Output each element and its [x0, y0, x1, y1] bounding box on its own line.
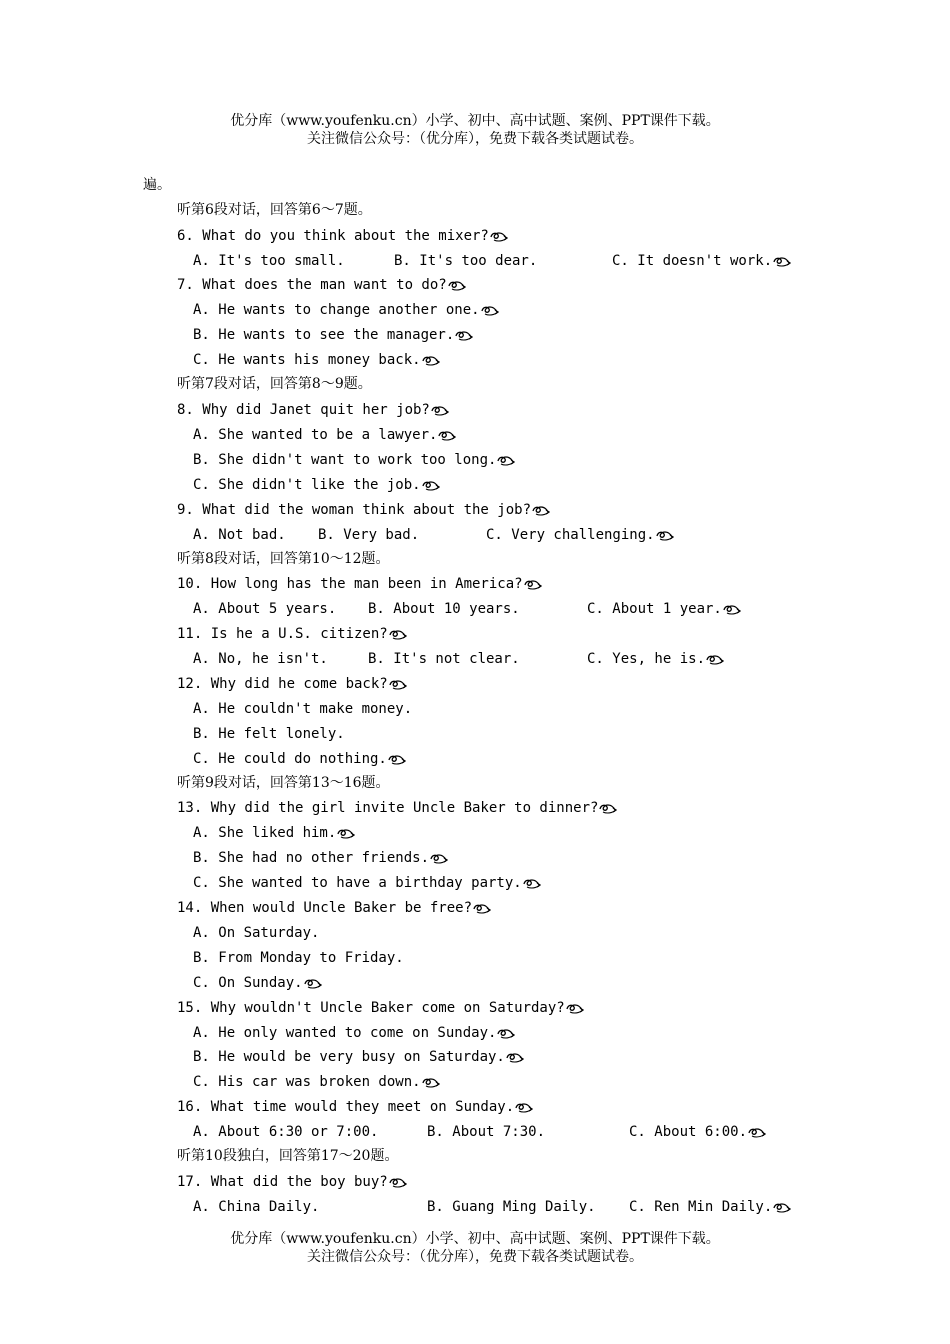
- cursive-return-mark-icon: [431, 405, 449, 416]
- cursive-return-mark-icon: [706, 654, 724, 665]
- question-17: 17. What did the boy buy?: [177, 1173, 407, 1191]
- cursive-return-mark-icon: [337, 828, 355, 839]
- section-heading-6: 听第6段对话，回答第6～7题。: [177, 202, 372, 218]
- cursive-return-mark-icon: [455, 330, 473, 341]
- option-9a: A. Not bad.: [193, 527, 286, 543]
- question-14: 14. When would Uncle Baker be free?: [177, 899, 491, 917]
- cursive-return-mark-icon: [515, 1102, 533, 1113]
- option-9c: C. Very challenging.: [486, 526, 674, 544]
- option-13a: A. She liked him.: [193, 824, 355, 842]
- cursive-return-mark-icon: [497, 1028, 515, 1039]
- cursive-return-mark-icon: [473, 903, 491, 914]
- option-16b: B. About 7:30.: [427, 1124, 546, 1140]
- question-7: 7. What does the man want to do?: [177, 276, 466, 294]
- cursive-return-mark-icon: [389, 1177, 407, 1188]
- question-15: 15. Why wouldn't Uncle Baker come on Saturday?: [177, 999, 584, 1017]
- option-11a: A. No, he isn't.: [193, 651, 328, 667]
- option-16a: A. About 6:30 or 7:00.: [193, 1124, 379, 1140]
- cursive-return-mark-icon: [422, 1077, 440, 1088]
- cursive-return-mark-icon: [389, 679, 407, 690]
- page-header-line-2: 关注微信公众号：（优分库），免费下载各类试题试卷。: [307, 131, 643, 147]
- cursive-return-mark-icon: [497, 455, 515, 466]
- option-15c: C. His car was broken down.: [193, 1073, 440, 1091]
- option-14b: B. From Monday to Friday.: [193, 950, 404, 966]
- cursive-return-mark-icon: [481, 305, 499, 316]
- option-15b: B. He would be very busy on Saturday.: [193, 1048, 524, 1066]
- cursive-return-mark-icon: [773, 1202, 791, 1213]
- option-17b: B. Guang Ming Daily.: [427, 1199, 596, 1215]
- cursive-return-mark-icon: [523, 878, 541, 889]
- option-8a: A. She wanted to be a lawyer.: [193, 426, 456, 444]
- cursive-return-mark-icon: [532, 505, 550, 516]
- question-13: 13. Why did the girl invite Uncle Baker to dinner?: [177, 799, 617, 817]
- option-17a: A. China Daily.: [193, 1199, 320, 1215]
- question-12: 12. Why did he come back?: [177, 675, 407, 693]
- option-9b: B. Very bad.: [318, 527, 420, 543]
- cursive-return-mark-icon: [422, 480, 440, 491]
- cursive-return-mark-icon: [304, 978, 322, 989]
- option-10c: C. About 1 year.: [587, 600, 741, 618]
- section-heading-8: 听第8段对话，回答第10～12题。: [177, 551, 390, 567]
- option-12c: C. He could do nothing.: [193, 750, 406, 768]
- option-7b: B. He wants to see the manager.: [193, 326, 473, 344]
- cursive-return-mark-icon: [506, 1052, 524, 1063]
- option-8b: B. She didn't want to work too long.: [193, 451, 515, 469]
- page-footer-line-2: 关注微信公众号：（优分库），免费下载各类试题试卷。: [307, 1249, 643, 1265]
- option-11b: B. It's not clear.: [368, 651, 520, 667]
- cursive-return-mark-icon: [388, 754, 406, 765]
- option-10b: B. About 10 years.: [368, 601, 520, 617]
- option-6b: B. It's too dear.: [394, 253, 538, 269]
- page-header-line-1: 优分库（www.youfenku.cn）小学、初中、高中试题、案例、PPT课件下载。: [230, 113, 720, 129]
- cursive-return-mark-icon: [566, 1003, 584, 1014]
- option-7c: C. He wants his money back.: [193, 351, 440, 369]
- question-16: 16. What time would they meet on Sunday.: [177, 1098, 533, 1116]
- option-8c: C. She didn't like the job.: [193, 476, 440, 494]
- cursive-return-mark-icon: [656, 530, 674, 541]
- section-heading-10: 听第10段独白，回答第17～20题。: [177, 1148, 399, 1164]
- cursive-return-mark-icon: [430, 853, 448, 864]
- cursive-return-mark-icon: [448, 280, 466, 291]
- option-11c: C. Yes, he is.: [587, 650, 724, 668]
- option-12a: A. He couldn't make money.: [193, 701, 413, 717]
- question-6: 6. What do you think about the mixer?: [177, 227, 508, 245]
- option-15a: A. He only wanted to come on Sunday.: [193, 1024, 515, 1042]
- option-14c: C. On Sunday.: [193, 974, 322, 992]
- question-11: 11. Is he a U.S. citizen?: [177, 625, 407, 643]
- question-10: 10. How long has the man been in America?: [177, 575, 542, 593]
- cursive-return-mark-icon: [389, 629, 407, 640]
- question-9: 9. What did the woman think about the job?: [177, 501, 550, 519]
- option-6c: C. It doesn't work.: [612, 252, 791, 270]
- option-17c: C. Ren Min Daily.: [629, 1198, 791, 1216]
- option-16c: C. About 6:00.: [629, 1123, 766, 1141]
- cursive-return-mark-icon: [723, 604, 741, 615]
- question-8: 8. Why did Janet quit her job?: [177, 401, 449, 419]
- option-10a: A. About 5 years.: [193, 601, 337, 617]
- section-heading-9: 听第9段对话，回答第13～16题。: [177, 775, 390, 791]
- cursive-return-mark-icon: [773, 256, 791, 267]
- option-14a: A. On Saturday.: [193, 925, 320, 941]
- cursive-return-mark-icon: [490, 231, 508, 242]
- cursive-return-mark-icon: [524, 579, 542, 590]
- option-12b: B. He felt lonely.: [193, 726, 345, 742]
- cursive-return-mark-icon: [438, 430, 456, 441]
- page-footer-line-1: 优分库（www.youfenku.cn）小学、初中、高中试题、案例、PPT课件下载。: [230, 1231, 720, 1247]
- cursive-return-mark-icon: [422, 355, 440, 366]
- cursive-return-mark-icon: [599, 803, 617, 814]
- option-13c: C. She wanted to have a birthday party.: [193, 874, 541, 892]
- option-7a: A. He wants to change another one.: [193, 301, 499, 319]
- section-heading-7: 听第7段对话，回答第8～9题。: [177, 376, 372, 392]
- cursive-return-mark-icon: [748, 1127, 766, 1138]
- continuation-text: 遍。: [143, 177, 171, 193]
- option-13b: B. She had no other friends.: [193, 849, 448, 867]
- option-6a: A. It's too small.: [193, 253, 345, 269]
